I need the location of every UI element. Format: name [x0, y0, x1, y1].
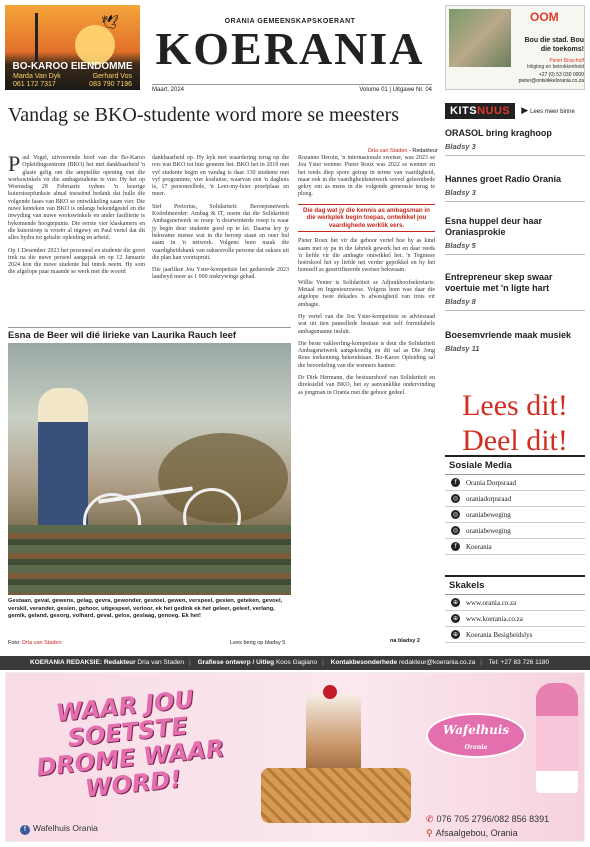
credit-label: Foto: — [8, 640, 21, 646]
article-byline: Dria van Staden - Redakteur — [368, 148, 438, 154]
facebook-icon: f — [20, 825, 30, 835]
read-more-inside: ▶ Lees meer binne — [521, 105, 575, 115]
article-column-3 — [298, 155, 435, 402]
article-headline: Vandag se BKO-studente word more se meesters — [8, 104, 400, 126]
sidebar-item[interactable] — [445, 128, 585, 156]
agent1-phone: 061 172 7317 — [13, 81, 56, 88]
editorial-bar: KOERANIA REDAKSIE: Redakteur Dria van Staden | Grafiese ontwerp / Uitleg Koos Gagiano | Kontakbesonderhede redakteur@koerania.co.za | Tel: +27 83 726 1180 — [0, 656, 590, 670]
facebook-icon: f — [451, 478, 460, 487]
credit-name: Dria van Staden — [22, 640, 62, 646]
location-pin-icon: ⚲ — [426, 828, 433, 838]
photo-caption: Gestaan, geval, gewens, gelag, gevra, gewonder, gestoei, gewen, verspeel, gesien, geteken, gevoel, verskil, verander, gesien, gehoor, uitgespeel, verloor, ek het gedink ek het geleer, geleef, verlang, gemik, geland, gesorg, volhard, geval, gelos, geslaag, genoeg. Ek het! — [8, 598, 283, 619]
drop-cap: P — [8, 151, 21, 176]
paragraph: Stef Pretorius, Solidariteit: Beroepsnetwerk Koördineerder: Ambag & IT, noem dat die Solidariteit Ambagsnetwerk se resep 'n deurwinterde resep is waar jy begin deur studente goed op te lei. Daarna kry jy bekwame mense wat in die beroep staan en ouer hul saam in 'n netwerk. Volgens hom maak die vaardigheidsbank van suksesvolle persone dat sukses uit die plan kan voortspruit. — [152, 203, 289, 261]
byline-name: Dria van Staden — [368, 148, 408, 154]
windmill-graphic — [35, 13, 38, 63]
ad-facebook[interactable]: f Wafelhuis Orania — [20, 823, 98, 835]
promo-line-1: Lees dit! — [462, 389, 568, 422]
agent1-name: Marda Van Dyk — [13, 73, 61, 80]
social-link[interactable]: f Koerania — [445, 539, 585, 555]
issue-volume: Volume 01 | Uitgawe Nr. 04 — [359, 87, 432, 93]
phone-icon: ✆ — [426, 814, 434, 824]
social-media-box — [445, 455, 585, 555]
sidebar-item[interactable] — [445, 174, 585, 202]
oom-phone: +27 (0) 53 030 0000 — [538, 72, 584, 78]
web-link[interactable]: ⊕ Koerania Besigheidslys — [445, 627, 585, 643]
links-box — [445, 575, 585, 643]
oom-tagline: Bou die stad. Bou die toekoms! — [524, 37, 584, 53]
sidebar-item-page: Bladsy 3 — [445, 142, 476, 151]
social-link[interactable]: ◎ oraniabeweging — [445, 523, 585, 539]
paragraph: Rozanne Heroin, 'n internasionale sweiser, was 2023 se Jou Yster wenner. Pieter Roux was 2022 se wenner en het reeds diep spore getrap in terme van vaardigheid, maar ook in die vaardigheidsnetwerk soveel geleenthede gekry om as mens in die volgende generasie terug te ploeg. — [298, 155, 435, 198]
sidebar-item-page: Bladsy 11 — [445, 344, 480, 353]
sidebar-item-title: ORASOL bring kraghoop — [445, 128, 552, 138]
article-column-2 — [152, 155, 289, 287]
pull-quote: Die dag wat jy die kennis as ambagsman in die werkplek begin toepas, ontwikkel jou vaardighede werklik eers. — [298, 204, 435, 233]
paragraph: aul Vogel, uitvoerende hoof van die Bo-Karoo Opleidingsentrum (BKO) het met dankbaarheid 'n glasie gelig om die amptelike opening van die werkswinkels vir die ambagstudente te vier. Hy het op Woensdag 28 Februarie tydens 'n keurige kuierstoepfunksie almal toeseënd bedank dat hulle die volgende fases van BKO se ontwikkeling saam vier. Die nuwe kenteken van BKO is onlangs bekendgestel en die inwyding van nuwe werkswinkels en ander fasiliteite is bykomende hoogtepunte. Die eerste vier klaskamers en die kuierstoep is vroeër al ingewy en Paul vertel dat dit alles bydra tot gehalte opleiding en arbeid. — [8, 155, 145, 242]
sidebar-item-title: Hannes groet Radio Orania — [445, 174, 562, 184]
ad-phone: ✆ 076 705 2796/082 856 8391 — [426, 814, 550, 824]
sidebar-item-page: Bladsy 5 — [445, 241, 476, 250]
article-column-1 — [8, 151, 145, 282]
byline-role: Redakteur — [412, 148, 438, 154]
header-ad-bo-karoo[interactable] — [5, 5, 140, 90]
paragraph: Die jaarlikse Jou Yster-kompetisie het gedurende 2023 landwyd meer as 1 000 inskrywings gehad. — [152, 267, 289, 281]
agent2-name: Gerhard Vos — [92, 73, 132, 80]
sidebar-item-title: Entrepreneur skep swaar voertuie met 'n ligte hart — [445, 272, 553, 293]
paragraph: Pieter Roux het vir die gehoor vertel hoe hy as kind saam met sy pa in die fabriek gewerk het en daar reeds 'n liefde vir die ambagte ontwikkel het. 'n Tegniese hoërskool het sy liefde net verder geprikkel en hy het homself as gesertifiseerde sweiser bekwaam. — [298, 238, 435, 274]
steps-graphic — [8, 525, 291, 595]
oom-contact-name: Pieter Bisschoff Inligting en betrokkenheid — [527, 58, 584, 70]
paragraph: Op 1 Desember 2023 het personeel en studente die groot trek na die nuwe perseel aangepak en op 12 Januarie 2024 kon die nuwe studente hul intrek neem. Hy som die afgelope paar maande se werk met die woord — [8, 247, 145, 276]
bar-label: KOERANIA REDAKSIE: — [30, 659, 102, 666]
header-ad-oom[interactable] — [445, 5, 585, 90]
sidebar-item[interactable] — [445, 216, 585, 255]
issue-date: Maart, 2024 — [152, 87, 185, 93]
paragraph: Die beste vakleerling-kompetisie is deur die Solidariteit Ambagsnetwerk aangekondig en dit sal as Die Jong Reus toekenning bekendstaan. Bo-Karoo Opleiding sal die beoordeling van die wenners hanteer. — [298, 340, 435, 369]
kitsnuus-logo: KITSNUUS — [445, 103, 515, 119]
sidebar-item-title: Boesemvriende maak musiek — [445, 330, 572, 340]
bar-name: Dria van Staden — [137, 659, 185, 666]
globe-icon: ⊕ — [452, 599, 459, 606]
sidebar-item-page: Bladsy 3 — [445, 188, 476, 197]
social-link[interactable]: f Orania Dorpsraad — [445, 475, 585, 491]
ad-brand: BO-KAROO EIENDOMME — [12, 61, 133, 72]
paragraph: Willie Venter is Solidariteit se Adjunkhoofsekretaris: Metaal en Ingenieurswese. Volgens hom was daar die afgelope twee dekades 'n afwesigheid van trots vir ambagte. — [298, 279, 435, 308]
dessert-graphic — [251, 683, 421, 833]
waffle-graphic — [261, 768, 411, 823]
social-media-heading: Sosiale Media — [445, 455, 585, 475]
sidebar-item-page: Bladsy 8 — [445, 297, 476, 306]
bar-role: Grafiese ontwerp / Uitleg — [197, 659, 275, 666]
eagle-icon: 🕊 — [101, 15, 119, 31]
continued-link[interactable]: Lees berig op bladsy 5 — [230, 640, 286, 646]
social-link[interactable]: ◎ oraniadorpsraad — [445, 491, 585, 507]
facebook-icon: f — [451, 542, 460, 551]
sun-graphic — [75, 25, 115, 65]
bar-name: Koos Gagiano — [275, 659, 318, 666]
bar-email[interactable]: redakteur@koerania.co.za — [398, 659, 476, 666]
paragraph: dankbaarheid op. Hy kyk met waardering terug op die reis wat BKO tot hier geneem het. BKO het in 2019 met vyf studente begin en vandag is daar 130 studente met vyf programme, vier koshuise, waarvan een 'n daghuis is, 17 personeellede, 'n Leer-my-hoer proefplaas en meer. — [152, 155, 289, 198]
photo-credit — [8, 640, 62, 646]
paragraph: Hy vertel van die Jou Yster-kompetisie se adviesraad wat uit tien paneellede bestaan wat self formidabele ambagsmanne insluit. — [298, 313, 435, 335]
agent-contacts — [13, 73, 132, 89]
sidebar-item-title: Esna huppel deur haar Oraniasprokie — [445, 216, 543, 237]
web-link[interactable]: ⊕ www.orania.co.za — [445, 595, 585, 611]
photo-heading: Esna de Beer wil dié lirieke van Laurika Rauch leef — [8, 327, 291, 341]
sidebar-item[interactable] — [445, 272, 585, 311]
ad-address: ⚲ Afsaalgebou, Orania — [426, 828, 518, 838]
web-link[interactable]: ⊕ www.koerania.co.za — [445, 611, 585, 627]
wafelhuis-logo: Wafelhuis Orania — [426, 713, 526, 758]
oom-logo: OOM — [530, 10, 559, 24]
bar-phone: Tel: +27 83 726 1180 — [488, 659, 550, 666]
cherry-graphic — [323, 685, 337, 699]
instagram-icon: ◎ — [452, 495, 459, 502]
agent2-phone: 083 790 7196 — [89, 81, 132, 88]
instagram-icon: ◎ — [452, 527, 459, 534]
globe-icon: ⊕ — [452, 631, 459, 638]
masthead-title[interactable]: KOERANIA — [155, 23, 425, 74]
paragraph: Dr Dirk Hermann, die bestuurshoof van Solidariteit en direksielid van BKO, het sy aanvanklike ondervinding as jongman in Orania met die gehoor gedeel. — [298, 375, 435, 396]
instagram-icon: ◎ — [452, 511, 459, 518]
promo-text — [445, 388, 585, 458]
bar-role: Redakteur — [103, 659, 136, 666]
arrow-icon: ▶ — [521, 105, 529, 115]
promo-line-2: Deel dit! — [462, 424, 568, 457]
globe-icon: ⊕ — [452, 615, 459, 622]
ad-slogan: WAAR JOU SOETSTE DROME WAAR WORD! — [35, 685, 226, 803]
kitsnuus-header — [445, 102, 585, 120]
sidebar-item[interactable] — [445, 330, 585, 357]
waitress-graphic — [536, 683, 578, 793]
masthead-subtitle: ORANIA GEMEENSKAPSKOERANT — [224, 18, 356, 25]
social-link[interactable]: ◎ oraniabeweging — [445, 507, 585, 523]
issue-meta — [152, 84, 432, 93]
aerial-photo — [449, 9, 511, 67]
bar-role: Kontakbesonderhede — [330, 659, 398, 666]
links-heading: Skakels — [445, 575, 585, 595]
feature-photo — [8, 343, 291, 595]
continued-link-2[interactable]: na bladsy 2 — [390, 638, 420, 644]
oom-email: pieter@ontwikkelorania.co.za — [518, 78, 584, 84]
wafelhuis-ad[interactable] — [5, 672, 585, 842]
